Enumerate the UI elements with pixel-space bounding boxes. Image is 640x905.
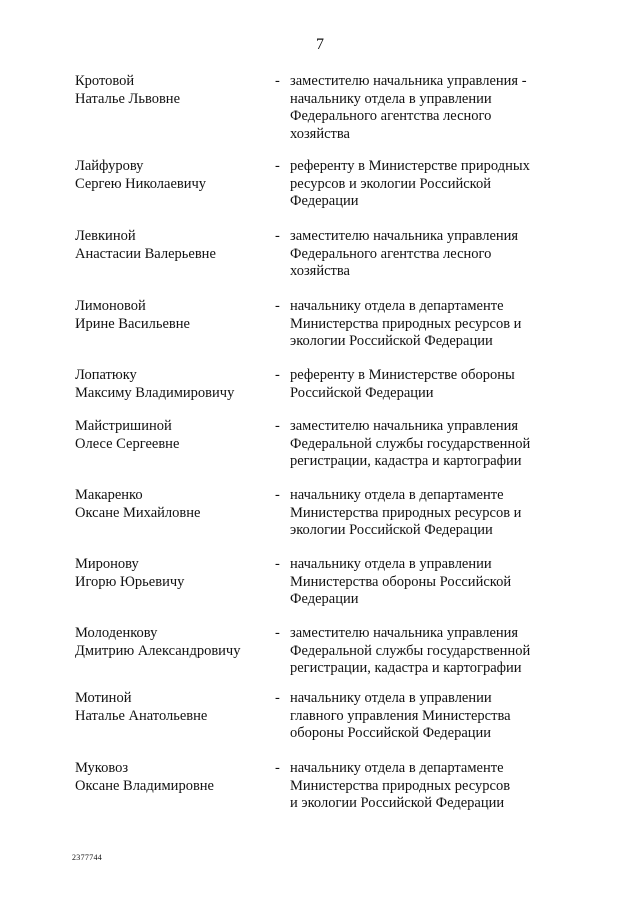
dash-separator: -: [275, 760, 280, 776]
position-line: экологии Российской Федерации: [290, 522, 493, 538]
position-line: обороны Российской Федерации: [290, 725, 492, 741]
person-surname: Лайфурову: [75, 158, 144, 174]
dash-separator: -: [275, 556, 280, 572]
position-line: начальнику отдела в управлении: [290, 556, 492, 572]
person-given-names: Анастасии Валерьевне: [75, 245, 216, 262]
dash-separator: -: [275, 367, 280, 383]
person-given-names: Максиму Владимировичу: [75, 384, 235, 401]
position-line: Федерации: [290, 193, 359, 209]
person-name: [75, 760, 265, 795]
position-line: Министерства природных ресурсов и: [290, 315, 522, 332]
position-line: заместителю начальника управления: [290, 228, 519, 244]
position-line: Российской Федерации: [290, 384, 434, 401]
position-text: [290, 760, 555, 813]
position-line: Федеральной службы государственной: [290, 435, 531, 452]
position-line: и экологии Российской Федерации: [290, 795, 505, 811]
position-line: главного управления Министерства: [290, 707, 511, 724]
position-text: [290, 625, 555, 678]
position-line: экологии Российской Федерации: [290, 333, 493, 349]
person-given-names: Оксане Владимировне: [75, 777, 214, 794]
person-surname: Лимоновой: [75, 298, 146, 314]
person-name: [75, 690, 265, 725]
position-text: [290, 158, 555, 211]
position-text: [290, 690, 555, 743]
position-text: [290, 367, 555, 402]
position-line: начальнику отдела в управлении: [290, 690, 492, 706]
position-line: Федерального агентства лесного: [290, 245, 492, 262]
position-text: [290, 298, 555, 351]
dash-separator: -: [275, 158, 280, 174]
person-given-names: Наталье Львовне: [75, 90, 181, 107]
position-line: заместителю начальника управления -: [290, 73, 527, 89]
person-surname: Левкиной: [75, 228, 136, 244]
person-given-names: Сергею Николаевичу: [75, 175, 207, 192]
position-line: референту в Министерстве обороны: [290, 367, 515, 383]
person-name: [75, 228, 265, 263]
position-line: референту в Министерстве природных: [290, 158, 530, 174]
person-surname: Макаренко: [75, 487, 143, 503]
dash-separator: -: [275, 298, 280, 314]
position-line: начальнику отдела в управлении: [290, 90, 492, 107]
person-surname: Кротовой: [75, 73, 135, 89]
person-given-names: Ирине Васильевне: [75, 315, 190, 332]
person-name: [75, 158, 265, 193]
position-text: [290, 228, 555, 281]
position-line: Федерации: [290, 591, 359, 607]
person-surname: Лопатюку: [75, 367, 137, 383]
dash-separator: -: [275, 690, 280, 706]
document-code: 2377744: [72, 853, 103, 862]
dash-separator: -: [275, 228, 280, 244]
person-given-names: Олесе Сергеевне: [75, 435, 180, 452]
position-line: заместителю начальника управления: [290, 418, 519, 434]
position-line: заместителю начальника управления: [290, 625, 519, 641]
page-number: 7: [316, 36, 324, 53]
person-given-names: Игорю Юрьевичу: [75, 573, 185, 590]
dash-separator: -: [275, 625, 280, 641]
dash-separator: -: [275, 487, 280, 503]
position-text: [290, 487, 555, 540]
person-surname: Майстришиной: [75, 418, 172, 434]
position-line: Министерства обороны Российской: [290, 573, 512, 590]
person-surname: Мотиной: [75, 690, 132, 706]
person-name: [75, 418, 265, 453]
person-surname: Муковоз: [75, 760, 129, 776]
person-name: [75, 487, 265, 522]
position-text: [290, 73, 555, 143]
position-text: [290, 556, 555, 609]
position-line: Министерства природных ресурсов: [290, 777, 511, 794]
dash-separator: -: [275, 418, 280, 434]
dash-separator: -: [275, 73, 280, 89]
person-given-names: Дмитрию Александровичу: [75, 642, 241, 659]
person-name: [75, 625, 265, 660]
person-surname: Молоденкову: [75, 625, 158, 641]
person-surname: Миронову: [75, 556, 139, 572]
person-given-names: Наталье Анатольевне: [75, 707, 208, 724]
person-name: [75, 298, 265, 333]
position-text: [290, 418, 555, 471]
position-line: Федеральной службы государственной: [290, 642, 531, 659]
position-line: регистрации, кадастра и картографии: [290, 453, 522, 469]
position-line: ресурсов и экологии Российской: [290, 175, 491, 192]
position-line: Федерального агентства лесного: [290, 108, 492, 124]
position-line: хозяйства: [290, 125, 350, 142]
position-line: начальнику отдела в департаменте: [290, 487, 504, 503]
person-name: [75, 556, 265, 591]
person-given-names: Оксане Михайловне: [75, 504, 201, 521]
position-line: регистрации, кадастра и картографии: [290, 660, 522, 676]
person-name: [75, 73, 265, 108]
position-line: хозяйства: [290, 263, 350, 279]
person-name: [75, 367, 265, 402]
position-line: Министерства природных ресурсов и: [290, 504, 522, 521]
position-line: начальнику отдела в департаменте: [290, 298, 504, 314]
position-line: начальнику отдела в департаменте: [290, 760, 504, 776]
